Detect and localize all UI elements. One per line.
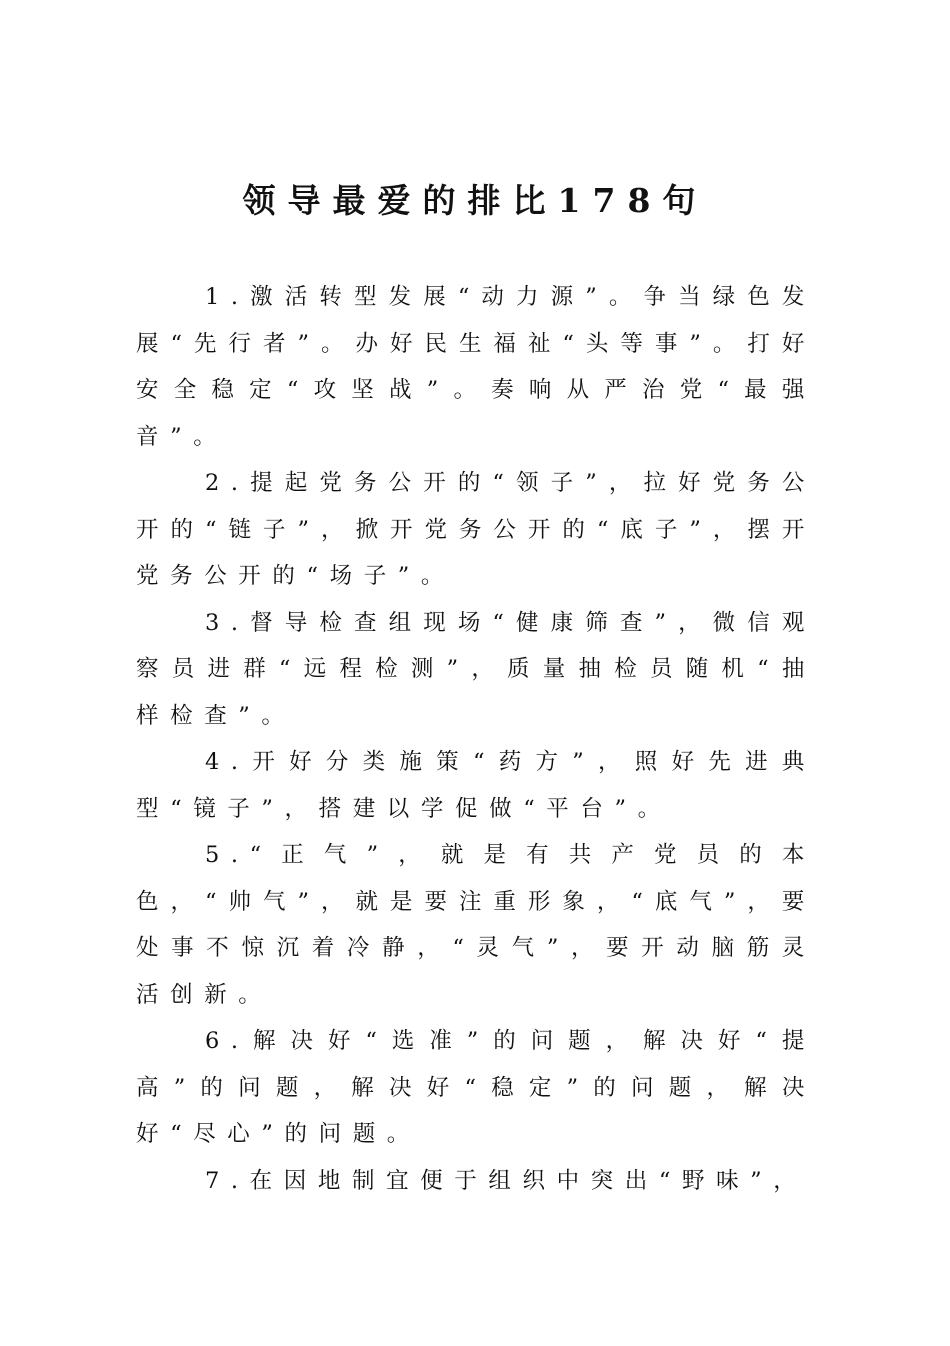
paragraph-1: 1.激活转型发展“动力源”。争当绿色发展“先行者”。办好民生福祉“头等事”。打好安全稳定“攻坚战”。奏响从严治党“最强音”。 bbox=[136, 284, 816, 450]
paragraph-2: 2.提起党务公开的“领子”，拉好党务公开的“链子”，掀开党务公开的“底子”，摆开党务公开的“场子”。 bbox=[136, 470, 816, 589]
paragraph-3: 3.督导检查组现场“健康筛查”，微信观察员进群“远程检测”，质量抽检员随机“抽样检查”。 bbox=[136, 609, 816, 729]
paragraph-4: 4.开好分类施策“药方”，照好先进典型“镜子”，搭建以学促做“平台”。 bbox=[136, 749, 816, 822]
document-body bbox=[136, 274, 816, 1204]
paragraph-5: 5.“正气”，就是有共产党员的本色，“帅气”，就是要注重形象，“底气”，要处事不惊沉着冷静，“灵气”，要开动脑筋灵活创新。 bbox=[136, 842, 816, 1008]
paragraph-7: 7.在因地制宜便于组织中突出“野味”， bbox=[205, 1167, 808, 1194]
document-title: 领导最爱的排比178句 bbox=[242, 181, 708, 220]
paragraph-6: 6.解决好“选准”的问题，解决好“提高”的问题，解决好“稳定”的问题，解决好“尽心”的问题。 bbox=[136, 1028, 816, 1147]
